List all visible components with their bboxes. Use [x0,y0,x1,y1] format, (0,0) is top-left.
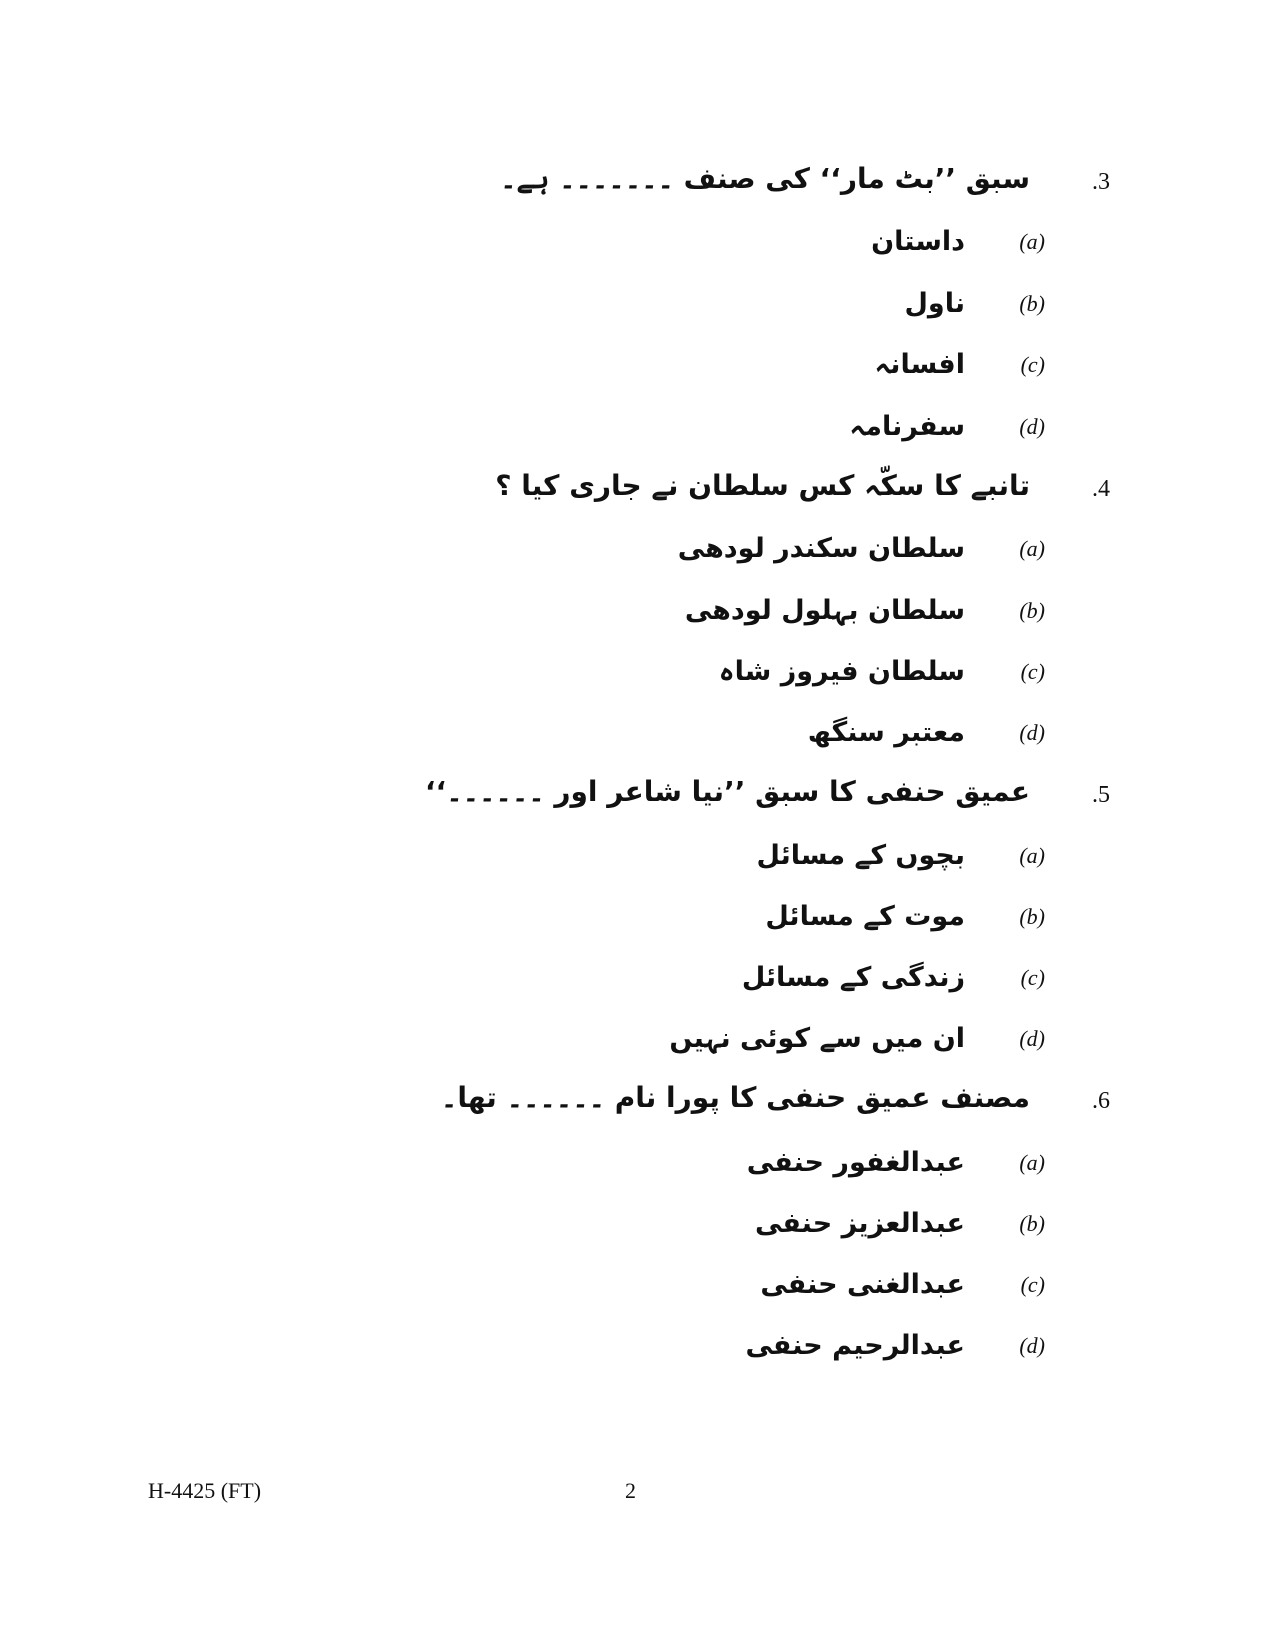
option-a [0,226,1275,257]
option-b [0,1208,1275,1239]
option-text: عبدالرحیم حنفی [745,1330,965,1361]
option-label: (c) [1020,965,1045,990]
option-text: سلطان بہلول لودھی [684,595,965,626]
option-a [0,840,1275,871]
option-c [0,962,1275,993]
option-text: عبدالغنی حنفی [760,1269,965,1300]
option-text: سفرنامہ [849,411,965,442]
option-text: افسانہ [874,349,965,380]
question-text: تانبے کا سکّہ کس سلطان نے جاری کیا ؟ [495,469,1030,502]
option-label: (c) [1020,352,1045,377]
question-text: مصنف عمیق حنفی کا پورا نام ۔۔۔۔۔۔ تھا۔ [440,1081,1030,1114]
option-label: (b) [1019,291,1045,316]
option-label: (b) [1019,598,1045,623]
option-text: عبدالغفور حنفی [746,1147,965,1178]
option-label: (a) [1019,536,1045,561]
option-text: موت کے مسائل [765,901,965,932]
option-text: ناول [904,288,965,319]
question-text: عمیق حنفی کا سبق ’’نیا شاعر اور ۔۔۔۔۔۔‘‘ [424,775,1030,808]
question-number: .6 [1092,1088,1110,1114]
option-label: (b) [1019,904,1045,929]
option-label: (d) [1019,1026,1045,1051]
option-label: (a) [1019,1150,1045,1175]
option-text: داستان [871,226,965,257]
question-number: .3 [1092,169,1110,195]
option-label: (c) [1020,1272,1045,1297]
option-text: ان میں سے کوئی نہیں [669,1023,965,1054]
option-c [0,656,1275,687]
page-number: 2 [625,1478,636,1503]
option-d [0,1023,1275,1054]
option-d [0,1330,1275,1361]
question-number: .4 [1092,476,1110,502]
option-label: (a) [1019,229,1045,254]
question-number: .5 [1092,782,1110,808]
question-3 [0,162,1275,195]
question-5 [0,775,1275,808]
option-label: (d) [1019,1333,1045,1358]
option-d [0,411,1275,442]
option-text: معتبر سنگھ [807,717,965,748]
option-c [0,1269,1275,1300]
option-text: زندگی کے مسائل [741,962,965,993]
option-b [0,288,1275,319]
question-4 [0,469,1275,502]
option-a [0,1147,1275,1178]
question-6 [0,1081,1275,1114]
option-b [0,595,1275,626]
option-a [0,533,1275,564]
option-b [0,901,1275,932]
option-text: سلطان سکندر لودھی [677,533,965,564]
option-label: (b) [1019,1211,1045,1236]
option-label: (d) [1019,720,1045,745]
option-label: (c) [1020,659,1045,684]
paper-code: H-4425 (FT) [148,1478,262,1503]
option-label: (d) [1019,414,1045,439]
option-text: سلطان فیروز شاہ [718,656,965,687]
option-d [0,717,1275,748]
option-label: (a) [1019,843,1045,868]
option-c [0,349,1275,380]
question-text: سبق ’’بٹ مار‘‘ کی صنف ۔۔۔۔۔۔۔ ہے۔ [500,162,1030,195]
option-text: عبدالعزیز حنفی [754,1208,965,1239]
option-text: بچوں کے مسائل [756,840,965,871]
